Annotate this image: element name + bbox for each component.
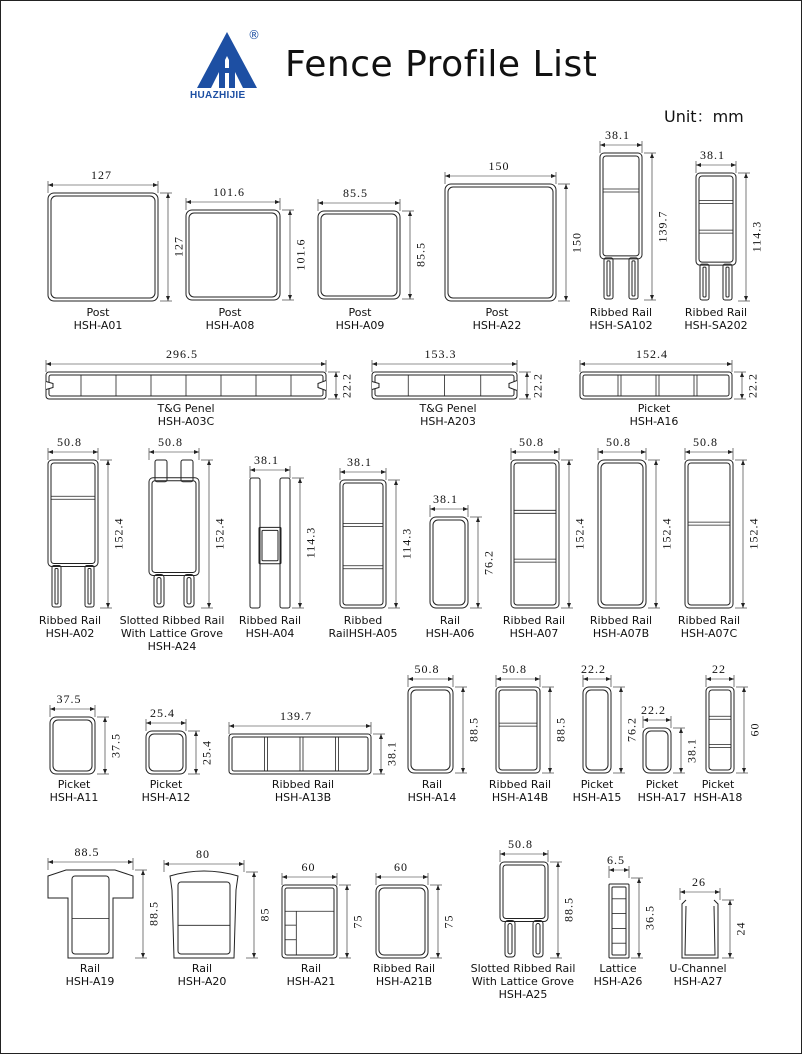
brand-name: HUAZHIJIE	[190, 90, 246, 101]
width-dimension: 50.8	[693, 435, 718, 449]
width-dimension: 50.8	[508, 837, 533, 851]
profile-code: HSH-A203	[420, 415, 476, 428]
width-dimension: 80	[196, 847, 210, 861]
profile-label	[684, 306, 747, 332]
profile-hsh-a06	[430, 505, 482, 608]
width-dimension: 85.5	[343, 186, 368, 200]
height-dimension: 114.3	[303, 526, 318, 559]
profile-label	[426, 614, 475, 640]
profile-label	[473, 306, 522, 332]
width-dimension: 38.1	[605, 128, 630, 142]
profile-hsh-a19	[48, 858, 147, 958]
height-dimension: 152.4	[212, 517, 227, 550]
width-dimension: 37.5	[56, 692, 82, 706]
profile-code: HSH-A21B	[375, 975, 433, 988]
height-dimension: 76.2	[481, 549, 496, 575]
profile-name: Lattice	[599, 962, 637, 975]
profile-label	[694, 778, 743, 804]
width-dimension: 60	[394, 860, 408, 874]
profile-hsh-a27	[680, 888, 734, 958]
profile-name: T&G Penel	[419, 402, 477, 415]
height-dimension: 150	[569, 231, 584, 253]
profile-name: Ribbed	[343, 614, 383, 627]
width-dimension: 38.1	[254, 453, 279, 467]
profile-label	[120, 614, 225, 653]
profile-name: U-Channel	[669, 962, 727, 975]
profile-hsh-a11	[50, 705, 109, 774]
profile-code: HSH-A07	[509, 627, 559, 640]
profile-hsh-a25	[500, 850, 562, 958]
height-dimension: 152.4	[572, 517, 587, 550]
profile-name: Picket	[580, 778, 614, 791]
profile-name: Rail	[300, 962, 322, 975]
width-dimension: 38.1	[700, 148, 725, 162]
profile-label	[408, 778, 457, 804]
width-dimension: 50.8	[414, 662, 440, 676]
width-dimension: 101.6	[213, 185, 245, 199]
profile-name: Ribbed Rail	[589, 306, 653, 319]
height-dimension: 22.2	[530, 372, 545, 398]
width-dimension: 38.1	[433, 492, 458, 506]
profile-hsh-a02	[48, 448, 112, 608]
profile-name: Ribbed Rail	[677, 614, 741, 627]
profile-name: Ribbed Rail	[589, 614, 653, 627]
height-dimension: 37.5	[108, 732, 123, 758]
profile-name: Slotted Ribbed Rail	[470, 962, 576, 975]
profile-name: Ribbed Rail	[372, 962, 436, 975]
page-title: Fence Profile List	[285, 44, 598, 85]
width-dimension: 296.5	[166, 347, 198, 361]
profile-hsh-a07b	[598, 448, 660, 608]
profile-hsh-a21	[282, 873, 351, 958]
profile-hsh-a21b	[376, 873, 442, 958]
profile-code: HSH-A15	[572, 791, 622, 804]
width-dimension: 150	[488, 159, 510, 173]
profile-name: Picket	[701, 778, 735, 791]
profile-hsh-a07c	[685, 448, 747, 608]
profile-name: Rail	[191, 962, 213, 975]
profile-hsh-a26	[609, 866, 643, 958]
width-dimension: 22.2	[581, 662, 606, 676]
profile-label	[489, 778, 551, 804]
profile-code: HSH-A14B	[491, 791, 549, 804]
height-dimension: 36.5	[642, 905, 657, 930]
height-dimension: 85.5	[413, 242, 428, 267]
height-dimension: 22.2	[745, 372, 760, 398]
profile-name: Post	[86, 306, 110, 319]
height-dimension: 88.5	[146, 901, 161, 926]
height-dimension: 127	[171, 236, 186, 257]
profile-code: HSH-A11	[49, 791, 99, 804]
profile-hsh-a15	[583, 675, 625, 773]
profile-label	[39, 614, 101, 640]
width-dimension: 139.7	[280, 709, 312, 723]
width-dimension: 50.8	[502, 662, 527, 676]
profile-label	[573, 778, 622, 804]
profile-hsh-a14	[408, 675, 467, 773]
profile-name: Post	[348, 306, 372, 319]
profile-name: Picket	[645, 778, 679, 791]
profile-name: Ribbed Rail	[502, 614, 566, 627]
profile-label	[287, 962, 336, 988]
profile-label	[594, 962, 643, 988]
width-dimension: 88.5	[74, 845, 100, 859]
profile-code: HSH-A26	[593, 975, 643, 988]
height-dimension: 152.4	[746, 517, 761, 550]
profile-code: HSH-A14	[407, 791, 457, 804]
profile-code: HSH-A21	[286, 975, 336, 988]
height-dimension: 24	[733, 921, 748, 936]
height-dimension: 75	[350, 914, 365, 928]
profile-name: Slotted Ribbed Rail	[119, 614, 225, 627]
profile-hsh-a18	[706, 675, 748, 773]
width-dimension: 22.2	[641, 703, 666, 717]
profile-label	[589, 306, 652, 332]
profile-name: Ribbed Rail	[271, 778, 335, 791]
height-dimension: 38.1	[684, 737, 699, 763]
height-dimension: 85	[257, 907, 272, 922]
width-dimension: 25.4	[150, 706, 175, 720]
profile-name: Ribbed Rail	[684, 306, 748, 319]
height-dimension: 114.3	[749, 220, 764, 253]
profile-hsh-a14b	[496, 675, 554, 773]
height-dimension: 76.2	[624, 717, 639, 742]
profile-hsh-sa102	[600, 141, 656, 300]
height-dimension: 22.2	[339, 372, 354, 398]
profile-name: T&G Penel	[157, 402, 215, 415]
profile-hsh-a203	[372, 360, 531, 399]
profile-label	[272, 778, 334, 804]
profile-name-line2: With Lattice Grove	[471, 975, 575, 988]
profile-code: HSH-A03C	[157, 415, 215, 428]
profile-code: HSH-A12	[141, 791, 191, 804]
profile-hsh-a16	[580, 360, 746, 399]
profile-hsh-sa202	[696, 161, 750, 301]
profile-name: Picket	[57, 778, 91, 791]
width-dimension: 50.8	[519, 435, 544, 449]
profile-name: Picket	[149, 778, 183, 791]
profile-code: HSH-A22	[472, 319, 522, 332]
profile-label	[328, 614, 397, 640]
profile-code: HSH-A07B	[592, 627, 650, 640]
profile-name: Rail	[79, 962, 101, 975]
profile-label	[142, 778, 191, 804]
profile-code: HSH-SA202	[684, 319, 748, 332]
height-dimension: 152.4	[659, 517, 674, 550]
height-dimension: 88.5	[553, 717, 568, 742]
profile-name: Ribbed Rail	[238, 614, 302, 627]
width-dimension: 50.8	[57, 435, 82, 449]
height-dimension: 60	[747, 722, 762, 737]
profile-code: HSH-SA102	[589, 319, 653, 332]
width-dimension: 50.8	[606, 435, 631, 449]
profile-label	[178, 962, 227, 988]
profile-label	[419, 402, 476, 428]
profile-code: HSH-A20	[177, 975, 227, 988]
width-dimension: 50.8	[158, 435, 183, 449]
profile-code: HSH-A27	[673, 975, 723, 988]
profile-label	[239, 614, 301, 640]
profile-code: HSH-A18	[693, 791, 743, 804]
width-dimension: 127	[91, 168, 112, 182]
profile-name: Post	[218, 306, 242, 319]
profile-name: Ribbed Rail	[488, 778, 552, 791]
profile-code: HSH-A09	[335, 319, 385, 332]
profile-code: HSH-A08	[205, 319, 255, 332]
profile-code: RailHSH-A05	[328, 627, 398, 640]
profile-code: HSH-A16	[629, 415, 679, 428]
profile-name: Rail	[421, 778, 443, 791]
profile-label	[638, 778, 687, 804]
profile-label	[503, 614, 565, 640]
height-dimension: 88.5	[561, 897, 576, 922]
profile-hsh-a09	[318, 199, 414, 299]
profile-label	[590, 614, 652, 640]
profile-hsh-a08	[186, 198, 294, 300]
width-dimension: 26	[692, 875, 706, 889]
profile-label	[373, 962, 435, 988]
profile-code: HSH-A17	[637, 791, 687, 804]
profile-label	[206, 306, 255, 332]
profile-name: Rail	[439, 614, 461, 627]
profile-label	[669, 962, 726, 988]
profile-label	[630, 402, 679, 428]
profile-name: Post	[485, 306, 509, 319]
unit-label: Unit：mm	[664, 107, 744, 126]
profile-hsh-a12	[146, 719, 200, 774]
height-dimension: 152.4	[111, 517, 126, 550]
profile-code: HSH-A24	[147, 640, 197, 653]
profile-hsh-a07	[511, 448, 573, 608]
profile-railhsh-a05	[340, 468, 400, 608]
height-dimension: 139.7	[655, 210, 670, 242]
profile-hsh-a04	[250, 466, 304, 608]
profile-hsh-a03c	[46, 360, 340, 399]
width-dimension: 38.1	[347, 455, 372, 469]
profile-label	[66, 962, 115, 988]
profile-hsh-a13b	[229, 722, 385, 774]
width-dimension: 22	[712, 662, 726, 676]
height-dimension: 101.6	[293, 238, 308, 271]
width-dimension: 6.5	[607, 853, 625, 867]
profile-code: HSH-A06	[425, 627, 475, 640]
profile-hsh-a24	[149, 448, 213, 608]
profile-code: HSH-A01	[73, 319, 123, 332]
profile-hsh-a01	[48, 181, 172, 301]
profile-code: HSH-A19	[65, 975, 115, 988]
profile-label	[74, 306, 123, 332]
height-dimension: 75	[441, 914, 456, 928]
width-dimension: 153.3	[424, 347, 457, 361]
profile-code: HSH-A13B	[274, 791, 332, 804]
width-dimension: 60	[301, 860, 316, 874]
profile-label	[471, 962, 576, 1001]
profile-label	[336, 306, 385, 332]
registered-mark: ®	[248, 28, 260, 42]
profile-code: HSH-A02	[45, 627, 95, 640]
profile-hsh-a22	[445, 172, 570, 301]
height-dimension: 88.5	[466, 717, 481, 742]
profile-hsh-a20	[164, 860, 258, 958]
profile-code: HSH-A04	[245, 627, 295, 640]
profile-label	[50, 778, 99, 804]
profile-name: Ribbed Rail	[38, 614, 102, 627]
height-dimension: 38.1	[384, 741, 399, 766]
height-dimension: 25.4	[199, 739, 214, 765]
profile-name: Picket	[637, 402, 671, 415]
profile-label	[157, 402, 214, 428]
width-dimension: 152.4	[636, 347, 668, 361]
height-dimension: 114.3	[399, 527, 414, 560]
profile-code: HSH-A07C	[680, 627, 738, 640]
profile-label	[678, 614, 740, 640]
profile-name-line2: With Lattice Grove	[120, 627, 224, 640]
profile-code: HSH-A25	[498, 988, 548, 1001]
profile-hsh-a17	[643, 716, 685, 773]
